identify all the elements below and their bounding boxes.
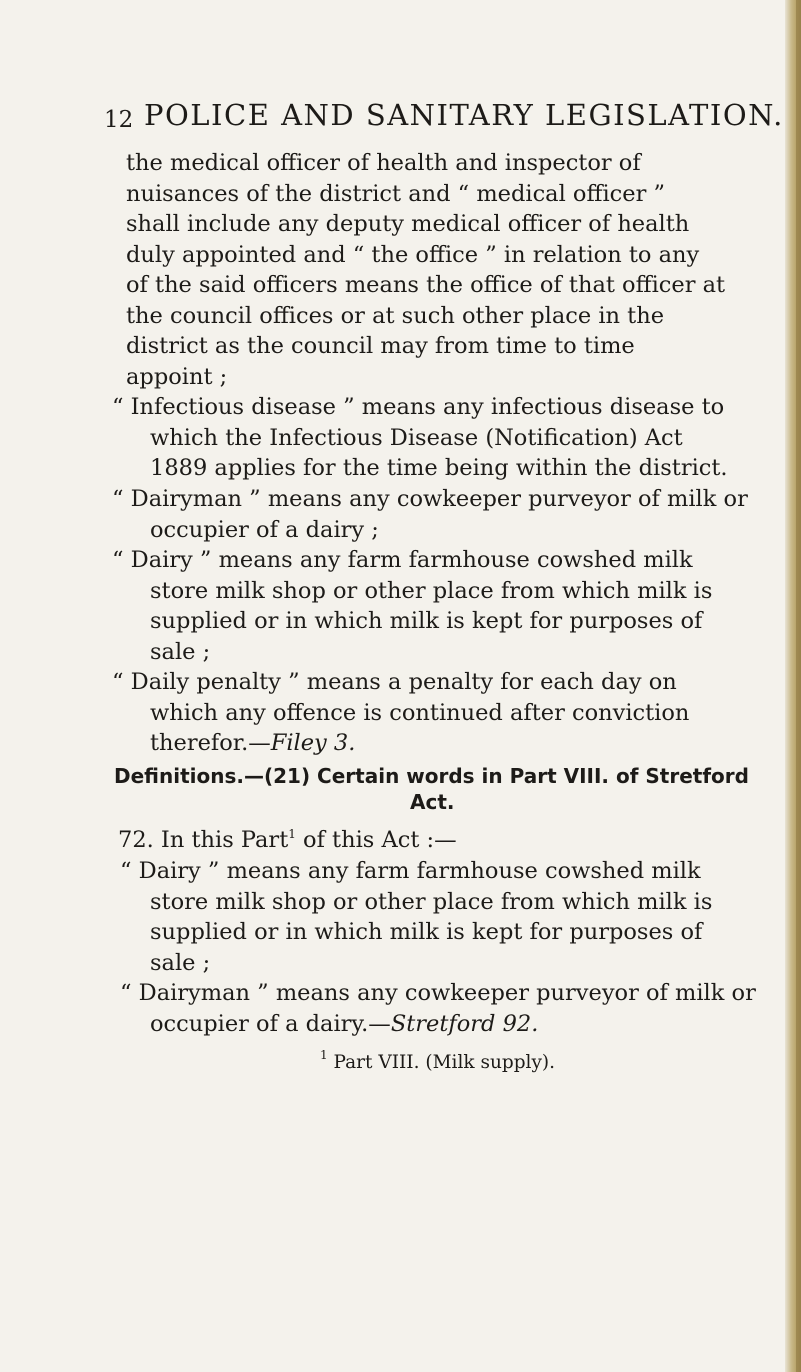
body-line-with-citation	[150, 1011, 538, 1037]
body-line: duly appointed and “ the office ” in relation to any	[126, 241, 700, 268]
footnote	[320, 1048, 555, 1073]
body-line: district as the council may from time to time	[126, 333, 635, 359]
body-line: 1889 applies for the time being within the district.	[150, 455, 728, 481]
body-line: store milk shop or other place from which milk is	[150, 888, 713, 915]
definition-dairy: “ Dairy ” means any farm farmhouse cowshed milk	[120, 858, 701, 884]
body-line: of the said officers means the office of that officer at	[126, 272, 726, 298]
citation-stretford: Stretford 92.	[390, 1010, 539, 1037]
running-title: POLICE AND SANITARY LEGISLATION.	[144, 98, 784, 132]
section-heading: Definitions.—(21) Certain words in Part VIII. of Stretford	[114, 764, 749, 788]
body-line-with-citation	[150, 730, 355, 756]
body-line: occupier of a dairy ;	[150, 516, 379, 543]
body-line: nuisances of the district and “ medical officer ”	[126, 180, 665, 207]
body-line: appoint ;	[126, 363, 228, 390]
footnote-marker: 1	[320, 1048, 328, 1062]
body-text: 72. In this Part	[118, 827, 289, 853]
body-line: which the Infectious Disease (Notification) Act	[150, 424, 683, 451]
page-number: 12	[104, 107, 134, 133]
page-edge-binding	[796, 0, 801, 1372]
definition-infectious-disease: “ Infectious disease ” means any infectious disease to	[112, 394, 725, 420]
body-line: the council offices or at such other place in the	[126, 302, 665, 329]
citation-filey: Filey 3.	[270, 730, 356, 756]
body-text: therefor.—	[150, 730, 271, 756]
body-text: occupier of a dairy.—	[150, 1010, 391, 1037]
body-text: of this Act :—	[295, 827, 457, 853]
definition-dairy: “ Dairy ” means any farm farmhouse cowshed milk	[112, 547, 693, 573]
body-line: store milk shop or other place from which milk is	[150, 577, 713, 604]
body-line: sale ;	[150, 638, 211, 665]
body-line: sale ;	[150, 949, 211, 976]
body-line: shall include any deputy medical officer of health	[126, 211, 690, 237]
body-line: supplied or in which milk is kept for purposes of	[150, 608, 703, 634]
body-line: which any offence is continued after conviction	[150, 699, 690, 726]
footnote-text: Part VIII. (Milk supply).	[333, 1052, 556, 1073]
section-heading-continued: Act.	[410, 790, 455, 814]
definition-dairyman: “ Dairyman ” means any cowkeeper purveyor of milk or	[120, 980, 756, 1006]
footnote-marker: 1	[288, 827, 296, 841]
definition-dairyman: “ Dairyman ” means any cowkeeper purveyor of milk or	[112, 486, 748, 512]
section-72-intro	[118, 827, 457, 853]
body-line: the medical officer of health and inspector of	[126, 150, 641, 176]
definition-daily-penalty: “ Daily penalty ” means a penalty for each day on	[112, 669, 677, 695]
body-line: supplied or in which milk is kept for purposes of	[150, 919, 703, 945]
